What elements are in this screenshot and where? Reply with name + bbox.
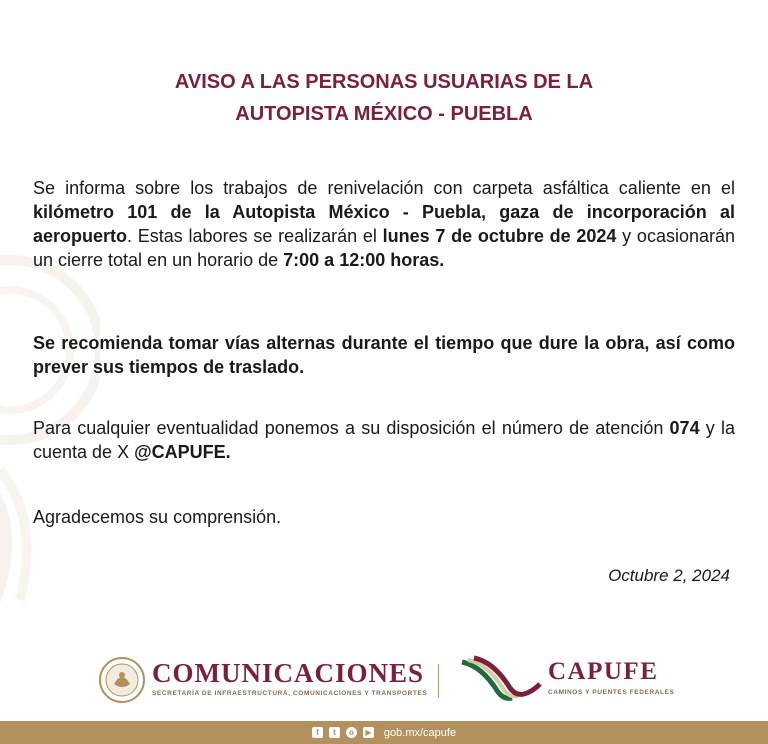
p1-text-2: . Estas labores se realizarán el [127, 226, 383, 246]
p1-location: kilómetro 101 de la Autopista México - Puebla, gaza de incorporación al aeropuerto [33, 202, 735, 246]
social-bar [0, 721, 768, 744]
p1-schedule: 7:00 a 12:00 horas. [283, 250, 445, 270]
paragraph-thanks: Agradecemos su comprensión. [33, 507, 282, 527]
capufe-road-icon [458, 654, 542, 704]
facebook-icon[interactable]: f [312, 727, 323, 738]
paragraph-contact [33, 416, 735, 464]
instagram-icon[interactable]: o [346, 727, 357, 738]
p1-text-1: Se informa sobre los trabajos de renivelación con carpeta asfáltica caliente en el [33, 178, 735, 198]
mexico-seal-icon [98, 656, 146, 704]
logo-divider [438, 664, 439, 698]
capufe-logo [548, 658, 674, 696]
twitter-icon[interactable]: t [329, 727, 340, 738]
title-line-2: AUTOPISTA MÉXICO - PUEBLA [235, 103, 533, 125]
communications-logo [152, 658, 427, 697]
p1-date: lunes 7 de octubre de 2024 [382, 226, 617, 246]
paragraph-recommendation: Se recomienda tomar vías alternas durante el tiempo que dure la obra, así como prever sus tiempos de traslado. [33, 333, 735, 377]
capufe-name: CAPUFE [548, 658, 659, 685]
p3-text-1: Para cualquier eventualidad ponemos a su disposición el número de atención [33, 418, 670, 438]
title-line-1: AVISO A LAS PERSONAS USUARIAS DE LA [174, 71, 594, 93]
footer-logos [0, 650, 768, 712]
paragraph-works-info [33, 176, 735, 272]
p3-text-2: y la cuenta de X [33, 418, 735, 462]
p3-x-account: @CAPUFE. [134, 442, 231, 462]
capufe-subtitle: CAMINOS Y PUENTES FEDERALES [548, 689, 675, 696]
website-link[interactable]: gob.mx/capufe [383, 726, 457, 739]
notice-title [0, 66, 768, 130]
p1-text-3: y ocasionarán un cierre total en un horario de [33, 226, 735, 270]
communications-name: COMUNICACIONES [152, 658, 425, 688]
p3-phone-number: 074 [669, 418, 700, 438]
communications-subtitle: SECRETARÍA DE INFRAESTRUCTURA, COMUNICACIONES Y TRANSPORTES [152, 690, 428, 697]
notice-date: Octubre 2, 2024 [608, 566, 730, 585]
youtube-icon[interactable]: ▶ [363, 727, 374, 738]
